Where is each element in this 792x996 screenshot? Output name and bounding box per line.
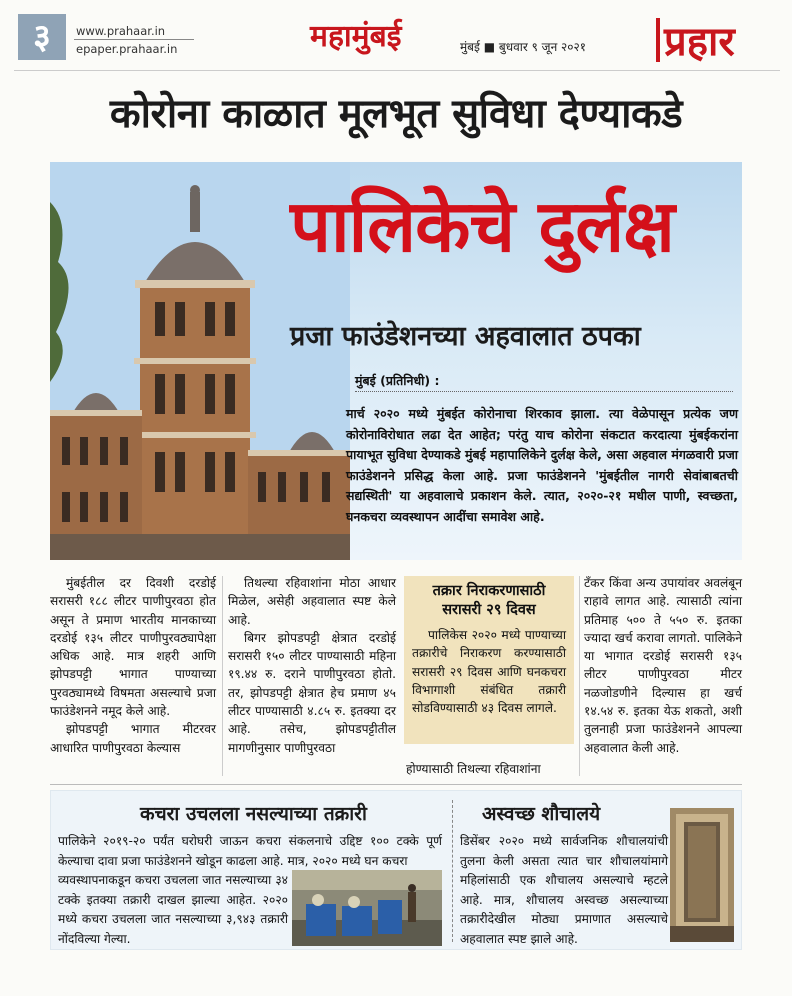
column-divider — [579, 576, 580, 776]
section-title: महामुंबई — [310, 19, 402, 54]
callout-text: पालिकेस २०२० मध्ये पाण्याच्या तक्रारीचे निराकरण करण्यासाठी सरासरी २९ दिवस आणि घनकचरा विभागाशी संबंधित तक्रारी सोडविण्यासाठी ४३ दिवस लागले. — [412, 628, 566, 716]
article-column-4 — [584, 574, 742, 757]
toilet-photo — [670, 808, 734, 942]
divider — [656, 18, 660, 62]
toilets-text: डिसेंबर २०२० मध्ये सार्वजनिक शौचालयांची तुलना केली असता त्यात चार शौचालयांमागे महिलांसाठी एक शौचालय असल्याचे म्हटले आहे. मात्र, शौचालय अस्वच्छ असल्याच्या तक्रारीदेखील मोठ्या प्रमाणात असल्याचे अहवालात स्पष्ट झाले आहे. — [460, 834, 668, 946]
garbage-complaints-text-continued: व्यवस्थापनाकडून कचरा उचलला जात नसल्याच्या ३४ टक्के इतक्या तक्रारी दाखल झाल्या आहेत. २०२० मध्ये कचरा उचलला जात नसल्याच्या ३,९४३ तक्रारी नोंदविल्या गेल्या. — [58, 873, 288, 946]
garbage-complaints-text: पालिकेने २०१९-२० पर्यंत घरोघरी जाऊन कचरा संकलनाचे उद्दिष्ट १०० टक्के पूर्ण केल्याचा दावा प्रजा फाउंडेशनने खोडून काढला आहे. मात्र, २०२० मध्ये घन कचरा — [58, 834, 442, 868]
subheadline: प्रजा फाउंडेशनच्या अहवालात ठपका — [290, 321, 641, 352]
garbage-bins-photo — [292, 870, 442, 946]
lead-paragraph: मार्च २०२० मध्ये मुंबईत कोरोनाचा शिरकाव झाला. त्या वेळेपासून प्रत्येक जण कोरोनाविरोधात लढा देत आहेत; परंतु याच कोरोना संकटात करदात्या मुंबईकरांना पायाभूत सुविधा देण्याकडे मुंबई महापालिकेने दुर्लक्ष केले, असा अहवाल मंगळवारी प्रजा फाउंडेशनने प्रसिद्ध केला आहे. प्रजा फाउंडेशनने 'मुंबईतील नागरी सेवांबाबतची सद्यस्थिती' या अहवालाचे प्रकाशन केले. त्यात, २०२०-२१ मधील पाणी, स्वच्छता, घनकचरा व्यवस्थापन आदींचा समावेश आहे. — [346, 406, 738, 524]
paragraph: झोपडपट्टी भागात मीटरवर आधारित पाणीपुरवठा केल्यास — [50, 722, 216, 755]
hero-section — [50, 162, 742, 560]
divider — [355, 391, 733, 392]
paragraph: टँकर किंवा अन्य उपायांवर अवलंबून राहावे लागत आहे. त्यासाठी त्यांना प्रतिमाह ५०० ते ५५० रु. इतका ज्यादा खर्च करावा लागतो. पालिकेने या भागात दरडोई सरासरी १३५ लीटर पाणीपुरवठा मीटर नळजोडणीने दिल्यास हा खर्च १४.५४ रु. इतका येऊ शकतो, अशी तुलनाही प्रजा फाउंडेशनने आपल्या अहवालात केली आहे. — [584, 576, 742, 755]
epaper-link[interactable]: epaper.prahaar.in — [76, 42, 178, 56]
kicker-headline: कोरोना काळात मूलभूत सुविधा देण्याकडे — [109, 91, 683, 137]
callout-title: तक्रार निराकरणासाठी सरासरी २९ दिवस — [432, 583, 546, 618]
dateline: मुंबई ■ बुधवार ९ जून २०२१ — [460, 40, 587, 54]
callout-box — [404, 576, 574, 744]
paragraph: मुंबईतील दर दिवशी दरडोई सरासरी १८८ लीटर पाणीपुरवठा होत असून ते प्रमाण भारतीय मानकाच्या दरडोई १३५ लीटर पाणीपुरवठ्यापेक्षा अधिक आहे. मात्र शहरी आणि झोपडपट्टी भागात पाण्याच्या पुरवठ्यामध्ये विषमता असल्याचे प्रजा फाउंडेशनने नमूद केले आहे. — [50, 576, 216, 719]
page-number: ३ — [18, 14, 66, 60]
column-divider — [222, 576, 223, 776]
paragraph: तिथल्या रहिवाशांना मोठा आधार मिळेल, असेही अहवालात स्पष्ट केले आहे. — [228, 576, 396, 627]
paragraph: होण्यासाठी तिथल्या रहिवाशांना — [406, 762, 541, 776]
main-headline: पालिकेचे दुर्लक्ष — [290, 184, 674, 268]
divider — [14, 70, 780, 71]
page-header — [0, 0, 792, 72]
byline: मुंबई (प्रतिनिधी) : — [355, 373, 440, 388]
newspaper-logo: प्रहार — [664, 18, 735, 65]
paragraph: बिगर झोपडपट्टी क्षेत्रात दरडोई सरासरी १५० लीटर पाण्यासाठी महिना १९.४४ रु. दराने पाणीपुरवठा होतो. तर, झोपडपट्टी क्षेत्रात हेच प्रमाण ४५ लीटर पाण्यासाठी ४.८५ रु. इतक्या दर आहे. तसेच, झोपडपट्टीतील मागणीनुसार पाणीपुरवठा — [228, 630, 396, 755]
divider — [74, 39, 194, 40]
divider — [50, 784, 742, 785]
article-column-2 — [228, 574, 396, 757]
toilets-title: अस्वच्छ शौचालये — [482, 803, 601, 825]
article-column-1 — [50, 574, 216, 757]
box-divider — [452, 800, 453, 942]
article-column-3 — [406, 760, 574, 778]
website-link[interactable]: www.prahaar.in — [76, 24, 166, 38]
garbage-complaints-title: कचरा उचलला नसल्याच्या तक्रारी — [140, 803, 367, 825]
